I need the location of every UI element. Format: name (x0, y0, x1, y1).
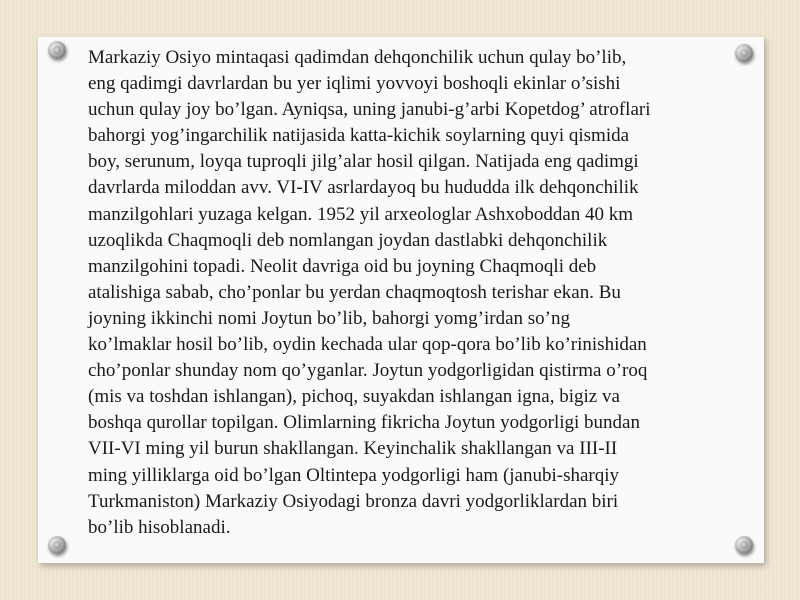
pushpin-icon (48, 536, 66, 554)
body-paragraph: Markaziy Osiyo mintaqasi qadimdan dehqonchilik uchun qulay bo’lib, eng qadimgi davrlardan bu yer iqlimi yovvoyi boshoqli ekinlar o’sishi uchun qulay joy bo’lgan. Ayniqsa, uning janubi-g’arbi Kopetdog’ atroflari bahorgi yog’ingarchilik natijasida katta-kichik soylarning quyi qismida boy, serunum, loyqa tuproqli jilg’alar hosil qilgan. Natijada eng qadimgi davrlarda miloddan avv. VI-IV asrlardayoq bu hududda ilk dehqonchilik manzilgohlari yuzaga kelgan. 1952 yil arxeologlar Ashxoboddan 40 km uzoqlikda Chaqmoqli deb nomlangan joydan dastlabki dehqonchilik manzilgohini topadi. Neolit davriga oid bu joyning Chaqmoqli deb atalishiga sabab, cho’ponlar bu yerdan chaqmoqtosh terishar ekan. Bu joyning ikkinchi nomi Joytun bo’lib, bahorgi yomg’irdan so’ng ko’lmaklar hosil bo’lib, oydin kechada ular qop-qora bo’lib ko’rinishidan cho’ponlar shunday nom qo’yganlar. Joytun yodgorligidan qistirma o’roq (mis va toshdan ishlangan), pichoq, suyakdan ishlangan igna, bigiz va boshqa qurollar topilgan. Olimlarning fikricha Joytun yodgorligi bundan VII-VI ming yil burun shakllangan. Keyinchalik shakllangan va III-II ming yilliklarga oid bo’lgan Oltintepa yodgorligi ham (janubi-sharqiy Turkmaniston) Markaziy Osiyodagi bronza davri yodgorliklardan biri bo’lib hisoblanadi. (88, 47, 651, 538)
pushpin-icon (48, 41, 66, 59)
